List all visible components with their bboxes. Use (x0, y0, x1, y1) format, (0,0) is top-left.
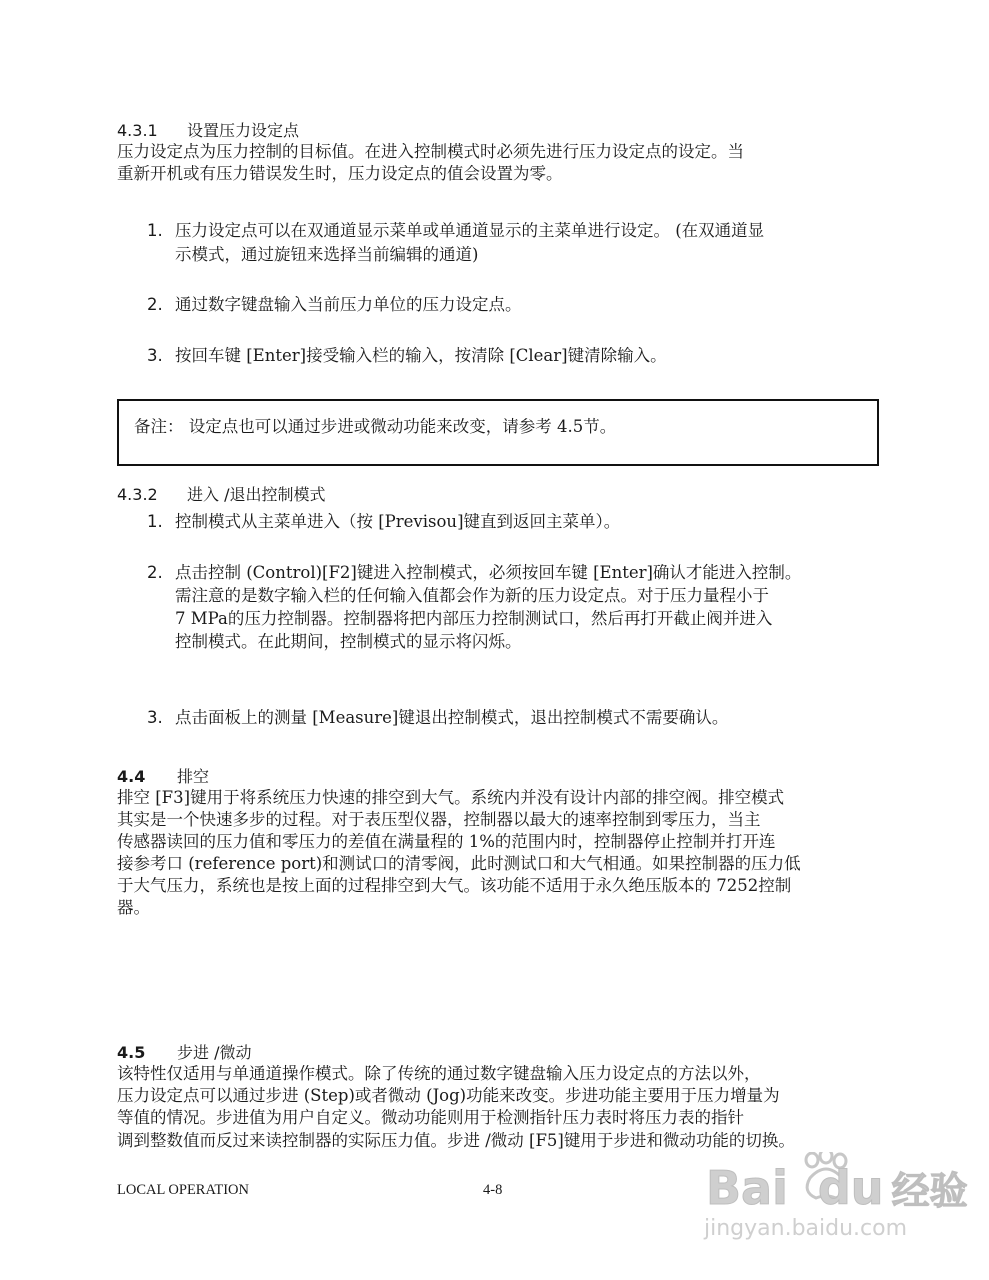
note-text: 备注： 设定点也可以通过步进或微动功能来改变，请参考 4.5节。 (134, 417, 617, 436)
paragraph-line: 等值的情况。步进值为用户自定义。微动功能则用于检测指针压力表时将压力表的指针 (117, 1108, 744, 1127)
paragraph-line: 其实是一个快速多步的过程。对于表压型仪器，控制器以最大的速率控制到零压力，当主 (117, 810, 761, 829)
section-title: 进入 /退出控制模式 (187, 485, 326, 504)
list-item-continuation: 示模式，通过旋钮来选择当前编辑的通道) (175, 245, 479, 264)
watermark-url: jingyan.baidu.com (704, 1216, 908, 1241)
list-number: 2. (147, 563, 163, 582)
paragraph-line: 该特性仅适用与单通道操作模式。除了传统的通过数字键盘输入压力设定点的方法以外， (117, 1064, 761, 1083)
list-item-continuation: 7 MPa的压力控制器。控制器将把内部压力控制测试口，然后再打开截止阀并进入 (175, 609, 773, 628)
watermark-cn: 经验 (891, 1169, 968, 1213)
baidu-watermark (700, 1152, 968, 1262)
list-item (147, 561, 801, 585)
list-item (147, 510, 620, 534)
note-box (117, 399, 879, 466)
paragraph-line: 于大气压力，系统也是按上面的过程排空到大气。该功能不适用于永久绝压版本的 7252控制 (117, 876, 792, 895)
list-item-continuation: 需注意的是数字输入栏的任何输入值都会作为新的压力设定点。对于压力量程小于 (175, 586, 769, 605)
watermark-brand: Bai (706, 1161, 788, 1215)
list-number: 3. (147, 708, 163, 727)
list-text: 通过数字键盘输入当前压力单位的压力设定点。 (175, 295, 522, 314)
section-number: 4.5 (117, 1043, 146, 1062)
footer-left: LOCAL OPERATION (117, 1182, 249, 1198)
list-number: 1. (147, 512, 163, 531)
section-number: 4.4 (117, 767, 146, 786)
paragraph-line: 压力设定点可以通过步进 (Step)或者微动 (Jog)功能来改变。步进功能主要用于压力增量为 (117, 1086, 780, 1105)
section-title: 步进 /微动 (177, 1043, 252, 1062)
section-number: 4.3.2 (117, 485, 158, 504)
paragraph-line: 排空 [F3]键用于将系统压力快速的排空到大气。系统内并没有设计内部的排空阀。排空模式 (117, 788, 785, 807)
section-heading-4-5 (117, 1040, 251, 1063)
section-heading-4-4 (117, 764, 209, 787)
list-item-continuation: 控制模式。在此期间，控制模式的显示将闪烁。 (175, 632, 522, 651)
paragraph-line: 器。 (117, 898, 150, 917)
paragraph-line: 压力设定点为压力控制的目标值。在进入控制模式时必须先进行压力设定点的设定。当 (117, 142, 744, 161)
list-item (147, 344, 667, 368)
list-number: 3. (147, 346, 163, 365)
section-title: 设置压力设定点 (187, 121, 300, 140)
section-heading-4-3-2 (117, 482, 325, 505)
list-text: 压力设定点可以在双通道显示菜单或单通道显示的主菜单进行设定。 (在双通道显 (175, 221, 765, 240)
list-item (147, 219, 764, 243)
list-text: 控制模式从主菜单进入（按 [Previsou]键直到返回主菜单）。 (175, 512, 621, 531)
section-number: 4.3.1 (117, 121, 158, 140)
list-text: 点击面板上的测量 [Measure]键退出控制模式，退出控制模式不需要确认。 (175, 708, 729, 727)
paragraph-line: 传感器读回的压力值和零压力的差值在满量程的 1%的范围内时，控制器停止控制并打开连 (117, 832, 776, 851)
watermark-brand-du: du (817, 1161, 884, 1215)
paragraph-line: 调到整数值而反过来读控制器的实际压力值。步进 /微动 [F5]键用于步进和微动功能的切换。 (117, 1131, 795, 1150)
page-number: 4-8 (483, 1182, 503, 1198)
list-text: 点击控制 (Control)[F2]键进入控制模式，必须按回车键 [Enter]确认才能进入控制。 (175, 563, 802, 582)
list-text: 按回车键 [Enter]接受输入栏的输入，按清除 [Clear]键清除输入。 (175, 346, 667, 365)
list-number: 1. (147, 221, 163, 240)
list-item (147, 293, 522, 317)
paragraph-line: 重新开机或有压力错误发生时，压力设定点的值会设置为零。 (117, 164, 563, 183)
section-title: 排空 (177, 767, 210, 786)
section-heading-4-3-1 (117, 118, 299, 141)
list-item (147, 706, 728, 730)
paragraph-line: 接参考口 (reference port)和测试口的清零阀，此时测试口和大气相通。如果控制器的压力低 (117, 854, 801, 873)
list-number: 2. (147, 295, 163, 314)
